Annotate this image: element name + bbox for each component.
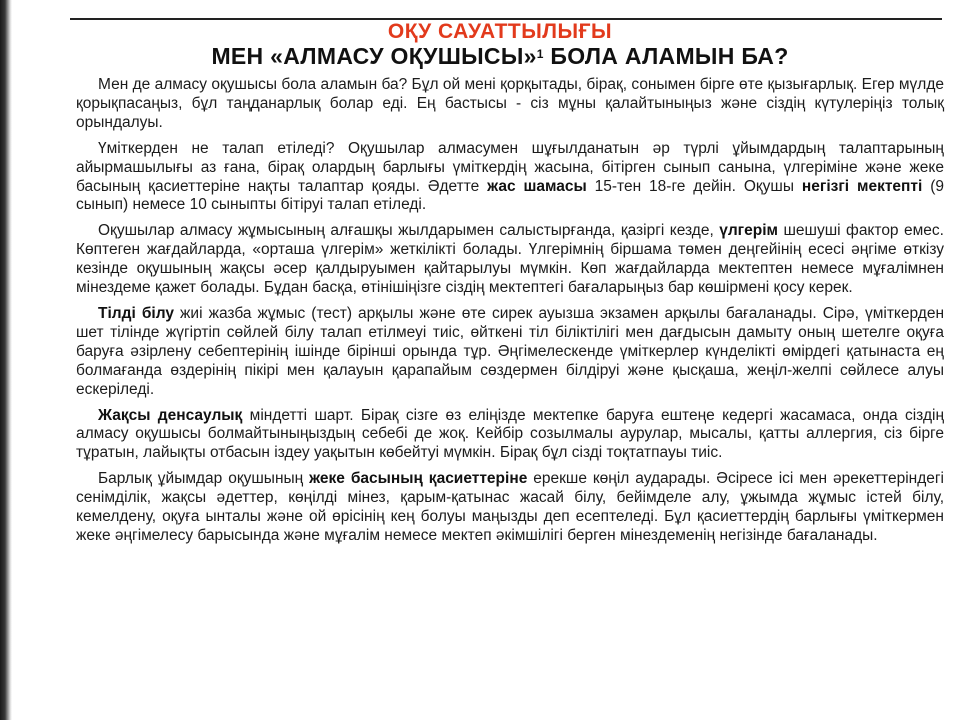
bold-term-age: жас шамасы — [487, 177, 587, 195]
bold-term-personality: жеке басының қасиеттеріне — [309, 470, 528, 488]
paragraph-health — [76, 407, 944, 464]
paragraph-text: Үміткерден не талап етіледі? Оқушылар алмасумен шұғылданатын әр түрлі ұйымдардың талаптарының айырмашылығы аз ғана, бірақ олардың барлығы үміткердің жасына, бітірген сынып санына, үлгеріміне және жеке басының қасиеттеріне нақты талаптар қояды. Әдетте — [76, 139, 944, 195]
paragraph-text: Оқушылар алмасу жұмысының алғашқы жылдарымен салыстырғанда, қазіргі кезде, — [98, 222, 720, 240]
main-title-question: БОЛА АЛАМЫН БА? — [543, 43, 789, 69]
paragraph-text: міндетті шарт. Бірақ сізге өз еліңізде мектепке баруға ештеңе кедергі жасамаса, онда сіздің алмасу оқушысы болмайтыныңыздың себебі де жоқ. Кейбір созылмалы аурулар, мысалы, қатты аллергия, сіз бірге тұратын, лайықты отбасын іздеу уақытын көбейтуі мүмкін. Бірақ бұл сізді тоқтатпауы тиіс. — [76, 406, 944, 462]
section-title: ОҚУ САУАТТЫЛЫҒЫ — [387, 20, 613, 43]
paragraph-language — [76, 305, 944, 400]
paragraph-requirements — [76, 140, 944, 216]
document-body — [76, 76, 944, 553]
paragraph-text: шешуші фактор емес. Көптеген жағдайларда, «орташа үлгерім» жеткілікті болады. Үлгерімнің біршама төмен деңгейінің есесі әңгіме өткізу кезінде оқушының жақсы әсер қалдыруымен қайтарылуы мүмкін. Көп жағдайларда мектептен немесе мұғалімнен мінездеме қажет болады. Бұдан басқа, өтінішіңізге сіздің мектептегі бағаларыңыз бар көшірмені қосу керек. — [76, 222, 944, 297]
bold-term-health: Жақсы денсаулық — [98, 406, 243, 424]
paragraph-text: 15-тен 18-ге дейін. Оқушы — [586, 177, 802, 195]
paragraph-intro — [76, 76, 944, 133]
bold-term-grades: үлгерім — [719, 222, 779, 240]
page-edge-shadow — [0, 0, 12, 720]
bold-term-language: Тілді білу — [98, 304, 174, 322]
main-title — [60, 43, 940, 69]
paragraph-personality — [76, 470, 944, 546]
paragraph-text: жиі жазба жұмыс (тест) арқылы және өте сирек ауызша экзамен арқылы бағаланады. Сірә, үміткерден шет тілінде жүгіртіп сөйлей білу талап етілмеуі тиіс, өйткені тіл біліктілігі мен дағдысын дамыту оның шетелге оқуға баруға әзірлену себептерінің ішінде бірінші орында тұр. Әңгімелескенде үміткерлер күнделікті өмірдегі қатынаста ең болмағанда өздерінің пікірі мен қалауын қарапайым сөздермен білдіруі және қысқаша, жеңіл-желпі сөйлесе алуы ескеріледі. — [76, 304, 945, 398]
bold-term-basic-school: негізгі мектепті — [801, 177, 923, 195]
paragraph-text: Барлық ұйымдар оқушының — [98, 470, 310, 488]
paragraph-text: Мен де алмасу оқушысы бола аламын ба? Бұл ой мені қорқытады, бірақ, сонымен бірге өте қызығарлық. Егер мүлде қорықпасаңыз, бұл таңданарлық болар еді. Ең бастысы - сіз мұны қалайтыныңыз және сіздің күтулеріңіз толық орындалуы. — [76, 76, 944, 131]
document-header — [60, 20, 940, 69]
paragraph-text: ерекше көңіл аударады. Әсіресе ісі мен әрекеттеріндегі сенімділік, жақсы әдеттер, көңілді мінез, қарым-қатынас жасай білу, бейімделе алу, ұжымда жұмыс істей білу, кемелдену, оқуға ынталы және ой өрісінің кең болуы маңызды деп есептеледі. Бұл қасиеттердің барлығы үміткермен жеке әңгімелесу барысында және мұғалім немесе мектеп әкімшілігі берген мінездеменің негізінде бағаланады. — [76, 470, 944, 544]
footnote-mark: 1 — [536, 47, 544, 61]
paragraph-grades — [76, 222, 944, 298]
paragraph-text: (9 сынып) немесе 10 сыныпты бітіруі талап етіледі. — [76, 177, 944, 214]
main-title-text: МЕН «АЛМАСУ ОҚУШЫСЫ» — [211, 43, 537, 69]
